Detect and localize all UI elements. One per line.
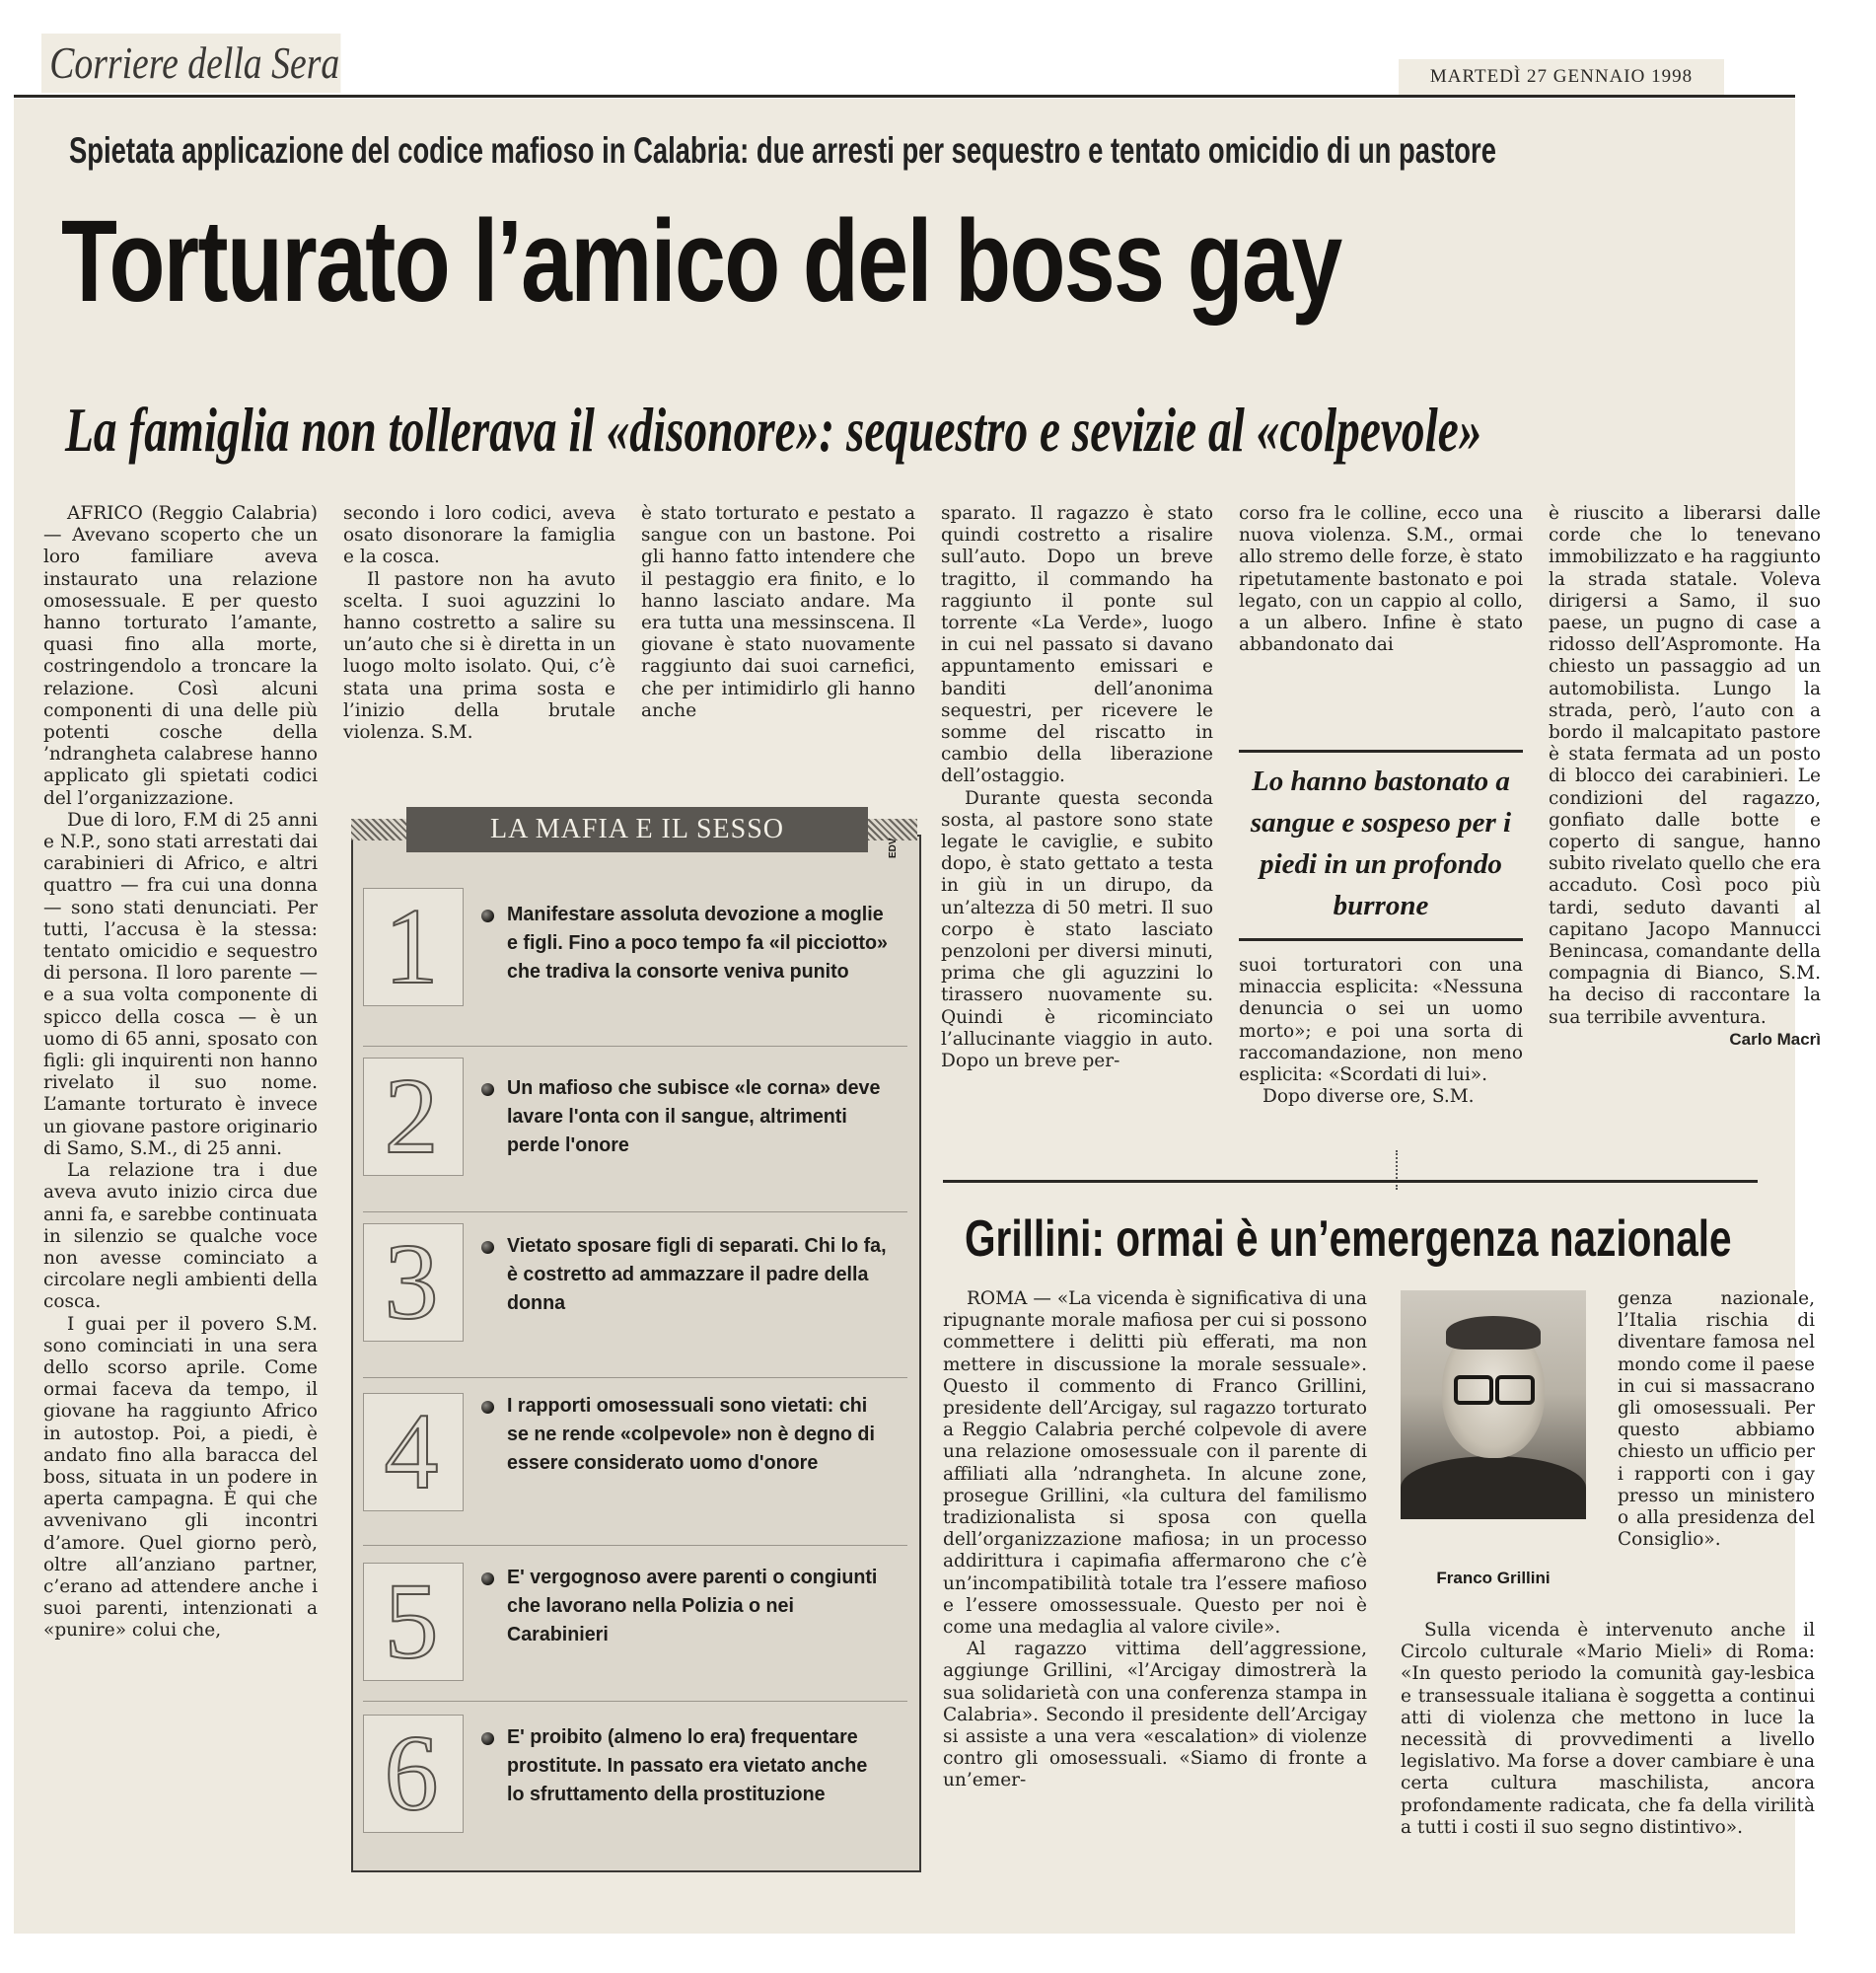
bullet-icon bbox=[481, 1401, 494, 1414]
rule-number: 6 bbox=[384, 1713, 439, 1833]
rule-number: 1 bbox=[384, 886, 439, 1006]
paragraph: Sulla vicenda è intervenuto anche il Circolo culturale «Mario Mieli» di Roma: «In questo periodo la comunità gay-lesbica e transessuale italiana è soggetta a continui atti di violenza che mettono in luce la necessità di provvedimenti a livello legislativo. Ma forse a dover cambiare è una certa cultura maschilista, ancora profondamente radicata, che fa della virilità a tutti i costi il suo segno distintivo». bbox=[1401, 1620, 1815, 1838]
rule-number: 4 bbox=[384, 1391, 439, 1511]
article-column-5-top bbox=[1239, 503, 1523, 656]
article-column-1 bbox=[43, 503, 318, 1643]
photo-glasses bbox=[1454, 1375, 1533, 1399]
article-column-5-bottom bbox=[1239, 955, 1523, 1108]
kicker: Spietata applicazione del codice mafioso in Calabria: due arresti per sequestro e tentato omicidio di un pastore bbox=[69, 130, 1496, 171]
rule-text: E' vergognoso avere parenti o congiunti che lavorano nella Polizia o nei Carabinieri bbox=[507, 1566, 878, 1645]
rule-number: 5 bbox=[384, 1561, 439, 1681]
bullet-icon bbox=[481, 1572, 494, 1585]
paragraph: sparato. Il ragazzo è stato quindi costretto a risalire sull’auto. Dopo un breve tragitto, il commando ha raggiunto il ponte sul torrente «La Verde», luogo in cui nel passato si davano appuntamento emissari e banditi dell’anonima sequestri, per ricevere le somme del riscatto in cambio della liberazione dell’ostaggio. bbox=[941, 503, 1213, 787]
photo-body bbox=[1401, 1456, 1586, 1519]
portrait-photo bbox=[1401, 1290, 1586, 1519]
subheadline: La famiglia non tollerava il «disonore»: sequestro e sevizie al «colpevole» bbox=[65, 395, 1482, 465]
dotted-connector bbox=[1396, 1150, 1398, 1190]
dateline: MARTEDÌ 27 GENNAIO 1998 bbox=[1399, 59, 1724, 95]
paragraph: Dopo diverse ore, S.M. bbox=[1263, 1086, 1475, 1108]
top-rule bbox=[14, 95, 1795, 98]
bullet-icon bbox=[481, 1083, 494, 1096]
bullet-icon bbox=[481, 910, 494, 922]
section-rule bbox=[943, 1180, 1758, 1183]
rule-text: Manifestare assoluta devozione a moglie e figli. Fino a poco tempo fa «il picciotto» che tradiva la consorte veniva punito bbox=[507, 903, 888, 983]
paragraph: AFRICO (Reggio Calabria) — Avevano scoperto che un loro familiare aveva instaurato una relazione omosessuale. E per questo hanno torturato l’amante, quasi fino alla morte, costringendolo a troncare la relazione. Così alcuni componenti di una delle più potenti cosche della ’ndrangheta calabrese hanno applicato gli spietati codici del l’organizzazione. bbox=[43, 503, 318, 809]
paragraph: è riuscito a liberarsi dalle corde che lo tenevano immobilizzato e ha raggiunto la strada statale. Voleva dirigersi a Samo, il suo paese, un pugno di case a ridosso dell’Aspromonte. Ha chiesto un passaggio ad un automobilista. Lungo la strada, però, l’auto con a bordo il malcapitato pastore è stata fermata ad un posto di blocco dei carabinieri. Le condizioni del ragazzo, gonfiato dalle botte e coperto di sangue, hanno subito rivelato quello che era accaduto. Così poco più tardi, seduto davanti al capitano Jacopo Mannucci Benincasa, comandante della compagnia di Bianco, S.M. ha deciso di raccontare la sua terribile avventura. bbox=[1549, 503, 1821, 1028]
paragraph: Il pastore non ha avuto scelta. I suoi aguzzini lo hanno costretto a salire su un’auto che si è diretta in un luogo molto isolato. Qui, c’è stata una prima sosta e l’inizio della brutale violenza. S.M. bbox=[343, 568, 615, 744]
second-article-column-2-bottom bbox=[1401, 1620, 1815, 1839]
headline: Torturato l’amico del boss gay bbox=[61, 196, 1341, 327]
paragraph: è stato torturato e pestato a sangue con un bastone. Poi gli hanno fatto intendere che il pestaggio era finito, e lo hanno lasciato andare. Ma era tutta una messinscena. Il giovane è stato nuovamente raggiunto dai suoi carnefici, che per intimidirlo gli hanno anche bbox=[641, 503, 915, 721]
paragraph: I guai per il povero S.M. sono cominciati in una sera dello scorso aprile. Come ormai faceva da tempo, il giovane ha raggiunto Africo in autostop. Poi, a piedi, è andato fino alla baracca del boss, situata in un podere in aperta campagna. È qui che avvenivano gli incontri d’amore. Quel giorno però, oltre all’anziano partner, c’erano ad attendere anche i suoi parenti, intenzionati a «punire» colui che, bbox=[43, 1313, 318, 1642]
paragraph: Due di loro, F.M di 25 anni e N.P., sono stati arrestati dai carabinieri di Africo, e altri quattro — fra cui una donna — sono stati denunciati. Per tutti, l’accusa è la stessa: tentato omicidio e sequestro di persona. Il loro parente — e a sua volta componente di spicco della cosca — è un uomo di 65 anni, sposato con figli: gli inquirenti non hanno rivelato il suo nome. L’amante torturato è invece un giovane pastore originario di Samo, S.M., di 25 anni. bbox=[43, 809, 318, 1159]
byline: Carlo Macrì bbox=[1729, 1029, 1821, 1049]
rule-text: I rapporti omosessuali sono vietati: chi se ne rende «colpevole» non è degno di essere considerato uomo d'onore bbox=[507, 1394, 875, 1474]
rule-text: Un mafioso che subisce «le corna» deve lavare l'onta con il sangue, altrimenti perde l'onore bbox=[507, 1076, 881, 1156]
rule-number: 2 bbox=[384, 1056, 439, 1176]
article-column-3 bbox=[641, 503, 915, 722]
masthead: Corriere della Sera bbox=[41, 34, 340, 93]
bullet-icon bbox=[481, 1241, 494, 1254]
article-column-4 bbox=[941, 503, 1213, 1072]
paragraph: Al ragazzo vittima dell’aggressione, aggiunge Grillini, «l’Arcigay dimostrerà la sua solidarietà con una conferenza stampa in Calabria». Secondo il presidente dell’Arcigay si assiste a una vera «escalation» di violenze contro gli omosessuali. «Siamo di fronte a un’emer- bbox=[943, 1639, 1367, 1791]
rule-text: Vietato sposare figli di separati. Chi lo fa, è costretto ad ammazzare il padre della donna bbox=[507, 1234, 887, 1314]
photo-caption: Franco Grillini bbox=[1436, 1569, 1551, 1587]
box-credit: EDV bbox=[888, 838, 899, 858]
paragraph: La relazione tra i due aveva avuto inizio circa due anni fa, e sarebbe continuata in silenzio se qualche voce non avesse cominciato a circolare negli ambienti della cosca. bbox=[43, 1160, 318, 1313]
paragraph: Durante questa seconda sosta, al pastore sono state legate le caviglie, e subito dopo, è stato gettato a testa in giù in un dirupo, da un’altezza di 50 metri. Il suo corpo è stato lasciato penzoloni per diversi minuti, prima che gli aguzzini lo tirassero nuovamente su. Quindi è ricominciato l’allucinante viaggio in auto. Dopo un breve per- bbox=[941, 787, 1213, 1072]
photo-hair bbox=[1446, 1316, 1541, 1350]
paragraph: genza nazionale, l’Italia rischia di diventare famosa nel mondo come il paese in cui si massacrano gli omosessuali. Per questo abbiamo chiesto un ufficio per i rapporti con i gay presso un ministero o alla presidenza del Consiglio». bbox=[1618, 1288, 1815, 1551]
pull-quote: Lo hanno bastonato a sangue e sospeso per i piedi in un profondo burrone bbox=[1239, 750, 1523, 941]
paragraph: secondo i loro codici, aveva osato disonorare la famiglia e la cosca. bbox=[343, 503, 615, 568]
paragraph: corso fra le colline, ecco una nuova violenza. S.M., ormai allo stremo delle forze, è stato ripetutamente bastonato e poi legato, con un cappio al collo, a un albero. Infine è stato abbandonato dai bbox=[1239, 503, 1523, 656]
paragraph: suoi torturatori con una minaccia esplicita: «Nessuna denuncia o sei un uomo morto»; e poi una sorta di raccomandazione, non meno esplicita: «Scordati di lui». bbox=[1239, 955, 1523, 1086]
article-column-2 bbox=[343, 503, 615, 744]
second-article-column-2-top bbox=[1618, 1288, 1815, 1551]
bullet-icon bbox=[481, 1732, 494, 1745]
rule-number: 3 bbox=[384, 1221, 439, 1342]
second-headline: Grillini: ormai è un’emergenza nazionale bbox=[965, 1210, 1732, 1268]
box-title: LA MAFIA E IL SESSO bbox=[406, 807, 868, 852]
rule-text: E' proibito (almeno lo era) frequentare prostitute. In passato era vietato anche lo sfruttamento della prostituzione bbox=[507, 1725, 868, 1805]
article-column-6 bbox=[1549, 503, 1821, 1051]
second-article-column-1 bbox=[943, 1288, 1367, 1792]
paragraph: ROMA — «La vicenda è significativa di una ripugnante morale mafiosa per cui si possono commettere i delitti più efferati, ma non mettere in discussione la morale sessuale». Questo il commento di Franco Grillini, presidente dell’Arcigay, sul ragazzo torturato a Reggio Calabria perché colpevole di avere una relazione omosessuale con il parente di affiliati alla ’ndrangheta. In alcune zone, prosegue Grillini, «la cultura del familismo tradizionalista si sposa con quella dell’organizzazione mafiosa; in un processo addirittura i capimafia affermarono che c’è un’incompatibilità totale tra l’essere mafioso e l’essere omossessuale. Questo per noi è come una medaglia al valore civile». bbox=[943, 1288, 1367, 1639]
